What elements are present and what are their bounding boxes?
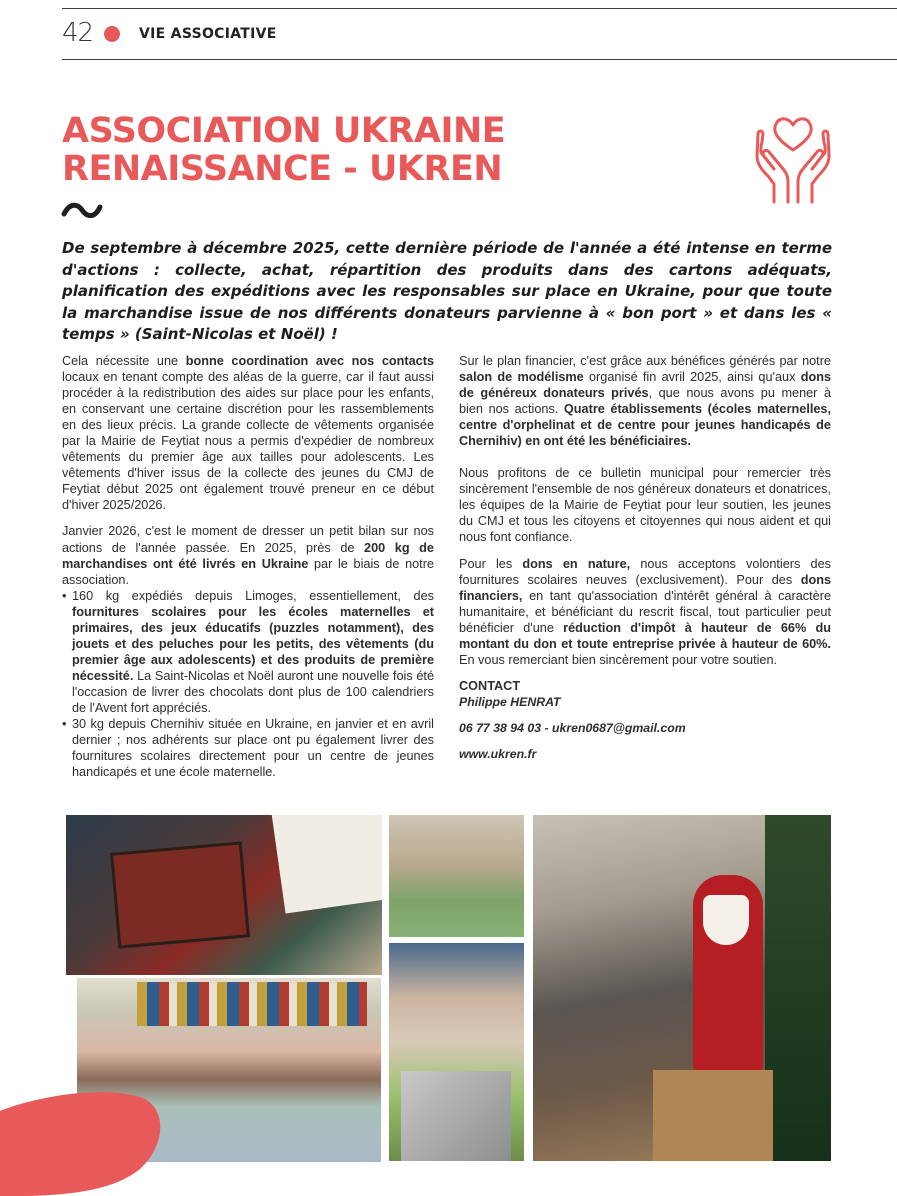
text-run-bold: salon de modélisme bbox=[459, 370, 584, 385]
text-run: en tant qu'association d'intérêt général à caractère humanitaire, et bénéficiant du rescrit fiscal, tout particulier peut bénéficier d'une bbox=[459, 588, 831, 635]
text-run: 160 kg expédiés depuis Limoges, essentiellement, des bbox=[72, 588, 434, 603]
photo-detail bbox=[401, 1071, 511, 1161]
text-run: par le biais de notre association. bbox=[62, 556, 434, 587]
photo-detail bbox=[110, 841, 250, 948]
article-title bbox=[62, 112, 622, 188]
text-run-bold: dons en nature, bbox=[522, 556, 631, 571]
text-run-bold: Quatre établissements (écoles maternelles, centre d'orphelinat et de centre pour jeunes handicapés de Chernihiv) en ont été les bénéficiaires. bbox=[459, 402, 832, 449]
page-number: 42 bbox=[62, 18, 94, 48]
text-run: La Saint-Nicolas et Noël auront une nouvelle fois été l'occasion de livrer des chocolats dont plus de 100 calendriers de l'Avent fort appréciés. bbox=[72, 668, 434, 715]
photo-children-pencils bbox=[389, 943, 524, 1161]
text-run: Pour les bbox=[459, 556, 523, 571]
photo-detail bbox=[703, 895, 749, 945]
title-line-2: RENAISSANCE - UKREN bbox=[62, 149, 503, 189]
decorative-blob bbox=[0, 1085, 170, 1196]
title-line-1: ASSOCIATION UKRAINE bbox=[62, 111, 506, 151]
column-left bbox=[62, 353, 434, 780]
photo-detail bbox=[137, 982, 367, 1026]
text-run-bold: fournitures scolaires pour les écoles maternelles et primaires, des jeux éducatifs (puzzles notamment), des jouets et des peluches pour les petits, des vêtements (du premier âge aux adolescents) et des produits de première nécessité. bbox=[72, 604, 434, 683]
hands-heart-icon bbox=[752, 112, 834, 206]
column-right bbox=[459, 353, 831, 772]
text-run-bold: dons financiers, bbox=[459, 572, 831, 603]
photo-puzzles bbox=[66, 815, 382, 975]
text-run-bold: réduction d'impôt à hauteur de 66% du montant du don et toute entreprise privée à hauteur de 60%. bbox=[459, 620, 831, 651]
text-run-bold: dons de généreux donateurs privés bbox=[459, 370, 831, 401]
contact-heading: CONTACT bbox=[459, 678, 521, 693]
photo-detail bbox=[653, 1070, 773, 1161]
paragraph bbox=[459, 556, 831, 668]
section-dot bbox=[104, 26, 120, 42]
paragraph: Nous profitons de ce bulletin municipal pour remercier très sincèrement l'ensemble de nos généreux donateurs et donatrices, les équipes de la Mairie de Feytiat pour leur soutien, les jeunes du CMJ et tous les citoyens et citoyennes qui nous aident et qui nous font confiance. bbox=[459, 466, 831, 545]
photo-detail bbox=[765, 815, 831, 1161]
contact-name: Philippe HENRAT bbox=[459, 694, 561, 709]
text-run: Sur le plan financier, c'est grâce aux bénéfices générés par notre bbox=[459, 354, 831, 368]
paragraph bbox=[62, 523, 434, 587]
text-run: En vous remerciant bien sincèrement pour votre soutien. bbox=[459, 652, 778, 667]
text-run-bold: 200 kg de marchandises ont été livrés en Ukraine bbox=[62, 540, 434, 571]
text-run: nous acceptons volontiers des fournitures scolaires neuves (exclusivement). Pour des bbox=[459, 556, 831, 587]
contact-phone-email[interactable]: 06 77 38 94 03 - ukren0687@gmail.com bbox=[459, 720, 686, 735]
tilde-ornament-icon bbox=[60, 198, 104, 224]
section-label: VIE ASSOCIATIVE bbox=[139, 26, 277, 42]
text-run: organisé fin avril 2025, ainsi qu'aux bbox=[583, 370, 801, 385]
text-run: Cela nécessite une bbox=[62, 354, 186, 368]
text-run-bold: bonne coordination avec nos contacts bbox=[185, 354, 435, 368]
photo-children-games bbox=[389, 815, 524, 937]
paragraph bbox=[459, 353, 831, 449]
delivery-list bbox=[62, 588, 434, 781]
top-rule bbox=[62, 8, 897, 9]
header-rule bbox=[62, 59, 897, 60]
photo-detail bbox=[272, 815, 382, 914]
list-item: • 30 kg depuis Chernihiv située en Ukraine, en janvier et en avril dernier ; nos adhérents sur place ont pu également livrer des fournitures scolaires directement pour un centre de jeunes handicapés et une école maternelle. bbox=[62, 716, 434, 780]
text-run: Janvier 2026, c'est le moment de dresser un petit bilan sur nos actions de l'année passée. En 2025, près de bbox=[62, 524, 434, 555]
photo-santa-distribution bbox=[533, 815, 831, 1161]
list-item bbox=[62, 588, 434, 716]
text-run: locaux en tenant compte des aléas de la guerre, car il faut aussi procéder à la redistribution des aides sur place pour les enfants, en conservant une certaine discrétion pour les rassemblements en des lieux précis. La grande collecte de vêtements organisée par la Mairie de Feytiat nous a permis d'expédier de nombreux vêtements du premier âge aux tailles pour adolescents. Les vêtements d'hiver issus de la collecte des jeunes du CMJ de Feytiat début 2025 ont également trouvé preneur en ce début d'hiver 2025/2026. bbox=[62, 370, 434, 513]
lead-paragraph: De septembre à décembre 2025, cette dernière période de l'année a été intense en terme d'actions : collecte, achat, répartition des produits dans des cartons adéquats, planification des expéditions avec les responsables sur place en Ukraine, pour que toute la marchandise issue de nos différents donateurs parvienne à « bon port » et dans les « temps » (Saint-Nicolas et Noël) ! bbox=[62, 239, 832, 344]
contact-website[interactable]: www.ukren.fr bbox=[459, 746, 537, 761]
paragraph bbox=[62, 353, 434, 513]
text-run: , que nous avons pu mener à bien nos actions. bbox=[459, 386, 831, 417]
